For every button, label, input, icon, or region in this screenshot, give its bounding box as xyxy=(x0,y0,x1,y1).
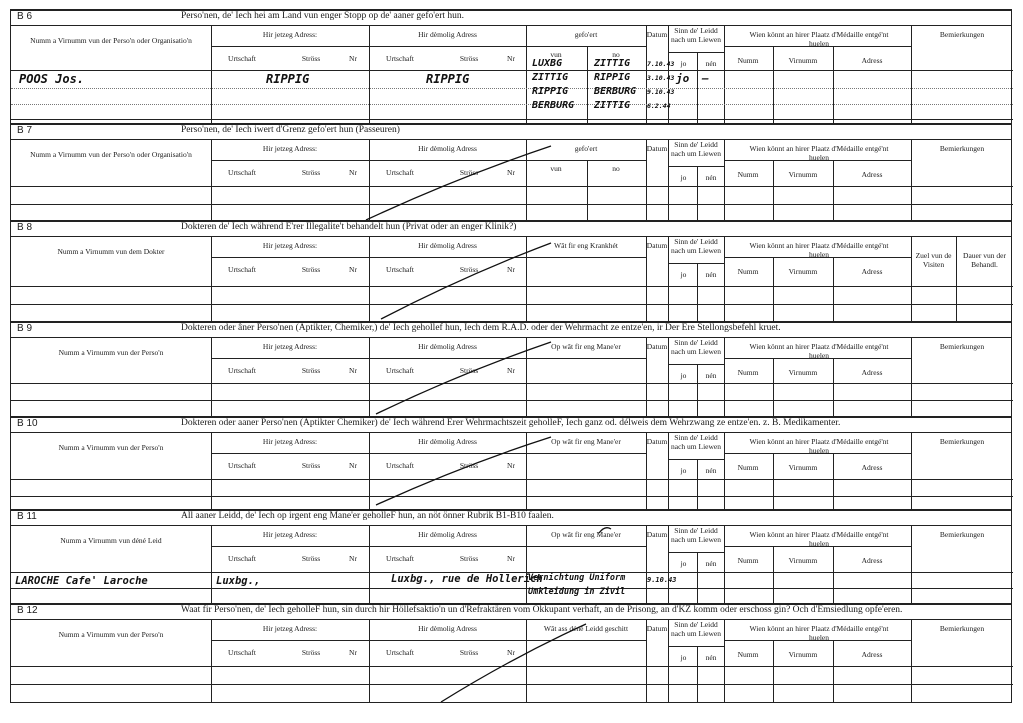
section-grid xyxy=(11,433,1011,509)
recipient-address-header: Adress xyxy=(861,556,883,565)
section-code: B 8 xyxy=(17,222,33,233)
handwritten-date: 9.10.43 xyxy=(647,88,675,96)
section-b11 xyxy=(10,509,1012,603)
handwritten-current-address: Luxbg., xyxy=(216,575,261,587)
row-dotted-rule xyxy=(11,104,1013,105)
recipient-firstname-header: Virnumm xyxy=(788,463,818,472)
street-header: Ströss xyxy=(459,168,479,177)
former-address-header: Hir dèmolig Adress xyxy=(418,437,477,446)
row-rule xyxy=(211,546,646,547)
pen-stroke xyxy=(441,624,586,702)
former-address-header: Hir dèmolig Adress xyxy=(418,241,477,250)
section-title: Perso'nen, de' Iech iwert d'Grenz gefo'ert hun (Passeuren) xyxy=(181,125,400,135)
row-rule xyxy=(668,459,724,460)
section-title: All aaner Leidd, de' Iech op irgent eng Mane'er geholleF hun, an nöt önner Rubrik B1-B10 faalen. xyxy=(181,511,554,521)
section-title-bar xyxy=(11,416,1011,433)
pen-stroke xyxy=(376,437,551,505)
locality-header: Urtschaft xyxy=(228,265,256,274)
recipient-address-header: Adress xyxy=(861,463,883,472)
section-b7 xyxy=(10,123,1012,220)
column-rule xyxy=(587,160,588,220)
column-rule xyxy=(526,620,527,702)
from-header: vun xyxy=(550,164,562,173)
handwritten-yes: jo xyxy=(676,72,690,85)
street-header: Ströss xyxy=(459,648,479,657)
recipient-address-header: Adress xyxy=(861,170,883,179)
name-column-header: Numm a Virnumm vun der Perso'n xyxy=(58,348,164,357)
handwritten-to: ZITTIG xyxy=(594,58,631,69)
column-rule xyxy=(526,237,527,321)
recipient-address-header: Adress xyxy=(861,267,883,276)
locality-header: Urtschaft xyxy=(228,54,256,63)
recipient-address-header: Adress xyxy=(861,650,883,659)
locality-header: Urtschaft xyxy=(386,366,414,375)
column-rule xyxy=(724,338,725,416)
recipient-name-header: Numm xyxy=(737,650,759,659)
handwritten-name: POOS Jos. xyxy=(19,72,85,86)
handwritten-former-address: RIPPIG xyxy=(426,72,470,86)
recipient-firstname-header: Virnumm xyxy=(788,267,818,276)
number-header: Nr xyxy=(507,554,515,563)
street-header: Ströss xyxy=(459,265,479,274)
to-header: no xyxy=(612,164,620,173)
section-grid xyxy=(11,237,1011,321)
alive-header: Sinn de' Leidd nach um Liewen xyxy=(671,620,721,638)
remarks-header: Bemierkungen xyxy=(939,342,985,351)
row-rule xyxy=(211,46,646,47)
medal-recipient-header: Wien könnt an hirer Plaatz d'Médaille entgé'nt huelen xyxy=(749,437,889,455)
column-rule xyxy=(526,338,527,416)
page-bottom-rule xyxy=(10,702,1012,703)
alive-header: Sinn de' Leidd nach um Liewen xyxy=(671,526,721,544)
no-header: nén xyxy=(705,559,717,568)
name-column-header: Numm a Virnumm vun déné Leid xyxy=(60,536,162,545)
section-title-bar xyxy=(11,509,1011,526)
remarks-header: Bemierkungen xyxy=(939,144,985,153)
number-header: Nr xyxy=(507,265,515,274)
medal-recipient-header: Wien könnt an hirer Plaatz d'Médaille entgé'nt huelen xyxy=(749,241,889,259)
name-column-header: Numm a Virnumm vun dem Dokter xyxy=(57,247,165,256)
handwritten-from: LUXBG xyxy=(532,58,563,69)
column-rule xyxy=(773,160,774,220)
alive-header: Sinn de' Leidd nach um Liewen xyxy=(671,433,721,451)
number-header: Nr xyxy=(349,366,357,375)
section-b8 xyxy=(10,220,1012,321)
former-address-header: Hir dèmolig Adress xyxy=(418,144,477,153)
current-address-header: Hir jetzeg Adress: xyxy=(262,624,318,633)
third-column-header: Wât ass déné Leidd geschitt xyxy=(543,624,629,633)
section-title: Dokteren oder âner Perso'nen (Aptikter, Chemiker,) de' Iech gehollef hun, Iech dem R.A.D. oder der Wehrmacht ze entze'en, ir Der Ere Stellongsbefehl kruet. xyxy=(181,323,781,333)
remarks-header: Bemierkungen xyxy=(939,30,985,39)
number-header: Nr xyxy=(507,168,515,177)
column-rule xyxy=(526,433,527,509)
recipient-name-header: Numm xyxy=(737,556,759,565)
third-column-header: gefo'ert xyxy=(574,30,598,39)
name-column-header: Numm a Virnumm vun der Perso'n xyxy=(58,630,164,639)
alive-header: Sinn de' Leidd nach um Liewen xyxy=(671,338,721,356)
column-rule xyxy=(833,358,834,416)
column-rule xyxy=(526,140,527,220)
locality-header: Urtschaft xyxy=(386,461,414,470)
number-header: Nr xyxy=(349,554,357,563)
handwritten-current-address: RIPPIG xyxy=(266,72,310,86)
column-rule xyxy=(724,140,725,220)
handwritten-to: BERBURG xyxy=(594,86,637,97)
number-header: Nr xyxy=(507,648,515,657)
recipient-name-header: Numm xyxy=(737,368,759,377)
recipient-firstname-header: Virnumm xyxy=(788,650,818,659)
row-rule xyxy=(668,646,724,647)
no-header: nén xyxy=(705,466,717,475)
row-rule xyxy=(211,160,646,161)
column-rule xyxy=(526,526,527,603)
yes-header: jo xyxy=(680,559,687,568)
remarks-header: Bemierkungen xyxy=(939,530,985,539)
no-header: nén xyxy=(705,173,717,182)
handwritten-what: Vernichtung Uniform xyxy=(528,573,626,583)
locality-header: Urtschaft xyxy=(228,461,256,470)
date-header: Datum xyxy=(646,437,668,446)
no-header: nén xyxy=(705,270,717,279)
column-rule xyxy=(773,546,774,603)
locality-header: Urtschaft xyxy=(228,554,256,563)
locality-header: Urtschaft xyxy=(228,168,256,177)
street-header: Ströss xyxy=(459,366,479,375)
section-title-bar xyxy=(11,220,1011,237)
medal-recipient-header: Wien könnt an hirer Plaatz d'Médaille entgé'nt huelen xyxy=(749,30,889,48)
visits-header: Zuel vun de Visiten xyxy=(915,251,952,269)
column-rule xyxy=(369,26,370,123)
remarks-header: Bemierkungen xyxy=(939,437,985,446)
street-header: Ströss xyxy=(301,461,321,470)
street-header: Ströss xyxy=(459,461,479,470)
row-rule xyxy=(11,684,1013,685)
column-rule xyxy=(911,237,912,321)
row-rule xyxy=(11,70,1013,71)
section-title: Dokteren de' Iech während E'rer Illegalite't behandelt hun (Privat oder an enger Klinik?) xyxy=(181,222,517,232)
number-header: Nr xyxy=(507,366,515,375)
number-header: Nr xyxy=(349,648,357,657)
number-header: Nr xyxy=(349,265,357,274)
street-header: Ströss xyxy=(459,54,479,63)
pen-stroke xyxy=(376,342,551,414)
medal-recipient-header: Wien könnt an hirer Plaatz d'Médaille entgé'nt huelen xyxy=(749,144,889,162)
date-header: Datum xyxy=(646,144,668,153)
date-header: Datum xyxy=(646,342,668,351)
third-column-header: Op wât fir eng Mane'er xyxy=(551,437,621,446)
section-code: B 12 xyxy=(17,605,38,616)
row-rule xyxy=(11,588,1013,589)
section-title-bar xyxy=(11,321,1011,338)
street-header: Ströss xyxy=(301,54,321,63)
handwritten-name: LAROCHE Cafe' Laroche xyxy=(15,575,148,587)
row-rule xyxy=(11,666,1013,667)
column-rule xyxy=(587,46,588,123)
date-header: Datum xyxy=(646,530,668,539)
alive-header: Sinn de' Leidd nach um Liewen xyxy=(671,237,721,255)
locality-header: Urtschaft xyxy=(228,366,256,375)
column-rule xyxy=(724,620,725,702)
recipient-firstname-header: Virnumm xyxy=(788,56,818,65)
number-header: Nr xyxy=(349,54,357,63)
locality-header: Urtschaft xyxy=(228,648,256,657)
name-column-header: Numm a Virnumm vun der Perso'n oder Organisatio'n xyxy=(30,150,192,159)
section-grid xyxy=(11,620,1011,702)
section-code: B 11 xyxy=(17,511,37,522)
street-header: Ströss xyxy=(459,554,479,563)
former-address-header: Hir dèmolig Adress xyxy=(418,30,477,39)
locality-header: Urtschaft xyxy=(386,54,414,63)
no-header: nén xyxy=(705,59,717,68)
recipient-firstname-header: Virnumm xyxy=(788,368,818,377)
number-header: Nr xyxy=(507,461,515,470)
row-rule xyxy=(211,640,646,641)
to-header: no xyxy=(612,50,620,59)
row-rule xyxy=(668,552,724,553)
third-column-header: Wât fir eng Krankhét xyxy=(554,241,618,250)
third-column-header: Op wât fir eng Mane'er xyxy=(551,530,621,539)
recipient-name-header: Numm xyxy=(737,170,759,179)
section-code: B 7 xyxy=(17,125,33,136)
yes-header: jo xyxy=(680,653,687,662)
medal-recipient-header: Wien könnt an hirer Plaatz d'Médaille entgé'nt huelen xyxy=(749,530,889,548)
handwritten-from: ZITTIG xyxy=(532,72,569,83)
handwritten-former-address: Luxbg., rue de Hollerich xyxy=(391,573,543,585)
name-column-header: Numm a Virnumm vun der Perso'n oder Organisatio'n xyxy=(30,36,192,45)
remarks-header: Bemierkungen xyxy=(939,624,985,633)
locality-header: Urtschaft xyxy=(386,265,414,274)
row-dotted-rule xyxy=(11,88,1013,89)
handwritten-date: 6.2.44 xyxy=(647,102,671,110)
section-title-bar xyxy=(11,9,1011,26)
third-column-header: Op wât fir eng Mane'er xyxy=(551,342,621,351)
locality-header: Urtschaft xyxy=(386,648,414,657)
handwritten-what: Umkleidung in Zivil xyxy=(528,587,626,597)
recipient-name-header: Numm xyxy=(737,463,759,472)
medal-recipient-header: Wien könnt an hirer Plaatz d'Médaille entgé'nt huelen xyxy=(749,342,889,360)
row-rule xyxy=(668,263,724,264)
section-b12 xyxy=(10,603,1012,702)
alive-header: Sinn de' Leidd nach um Liewen xyxy=(671,140,721,158)
row-rule xyxy=(11,496,1013,497)
recipient-firstname-header: Virnumm xyxy=(788,556,818,565)
current-address-header: Hir jetzeg Adress: xyxy=(262,342,318,351)
former-address-header: Hir dèmolig Adress xyxy=(418,530,477,539)
recipient-address-header: Adress xyxy=(861,56,883,65)
row-rule xyxy=(211,257,646,258)
recipient-address-header: Adress xyxy=(861,368,883,377)
column-rule xyxy=(833,546,834,603)
column-rule xyxy=(833,160,834,220)
row-rule xyxy=(11,400,1013,401)
row-rule xyxy=(668,52,724,53)
handwritten-no: — xyxy=(702,72,709,85)
row-rule xyxy=(11,479,1013,480)
handwritten-date: 9.10.43 xyxy=(647,576,677,584)
handwritten-date: 7.10.43 xyxy=(647,60,675,68)
column-rule xyxy=(773,358,774,416)
column-rule xyxy=(833,453,834,509)
section-b9 xyxy=(10,321,1012,416)
section-b10 xyxy=(10,416,1012,509)
pen-stroke xyxy=(366,146,551,220)
former-address-header: Hir dèmolig Adress xyxy=(418,342,477,351)
recipient-name-header: Numm xyxy=(737,267,759,276)
locality-header: Urtschaft xyxy=(386,554,414,563)
street-header: Ströss xyxy=(301,648,321,657)
column-rule xyxy=(911,26,912,123)
date-header: Datum xyxy=(646,624,668,633)
current-address-header: Hir jetzeg Adress: xyxy=(262,530,318,539)
row-rule xyxy=(11,286,1013,287)
alive-header: Sinn de' Leidd nach um Liewen xyxy=(671,26,721,44)
street-header: Ströss xyxy=(301,168,321,177)
row-rule xyxy=(11,186,1013,187)
section-grid xyxy=(11,526,1011,603)
section-title-bar xyxy=(11,603,1011,620)
section-title: Perso'nen, de' Iech hei am Land vun enger Stopp op de' aaner gefo'ert hun. xyxy=(181,11,465,21)
handwritten-to: ZITTIG xyxy=(594,100,631,111)
recipient-name-header: Numm xyxy=(737,56,759,65)
row-rule xyxy=(668,364,724,365)
yes-header: jo xyxy=(680,270,687,279)
row-rule xyxy=(11,119,1013,120)
column-rule xyxy=(526,26,527,123)
section-code: B 9 xyxy=(17,323,33,334)
yes-header: jo xyxy=(680,371,687,380)
date-header: Datum xyxy=(646,30,668,39)
from-header: vun xyxy=(550,50,562,59)
section-title-bar xyxy=(11,123,1011,140)
yes-header: jo xyxy=(680,466,687,475)
section-b6 xyxy=(10,9,1012,123)
handwritten-to: RIPPIG xyxy=(594,72,631,83)
current-address-header: Hir jetzeg Adress: xyxy=(262,30,318,39)
current-address-header: Hir jetzeg Adress: xyxy=(262,144,318,153)
handwritten-from: RIPPIG xyxy=(532,86,569,97)
section-grid xyxy=(11,338,1011,416)
treatment-duration-header: Dauer vun der Behandl. xyxy=(963,251,1006,269)
handwritten-from: BERBURG xyxy=(532,100,575,111)
yes-header: jo xyxy=(680,59,687,68)
row-rule xyxy=(668,166,724,167)
column-rule xyxy=(773,453,774,509)
date-header: Datum xyxy=(646,241,668,250)
no-header: nén xyxy=(705,653,717,662)
yes-header: jo xyxy=(680,173,687,182)
row-rule xyxy=(211,358,646,359)
medal-form-page xyxy=(10,9,1012,703)
section-code: B 10 xyxy=(17,418,38,429)
locality-header: Urtschaft xyxy=(386,168,414,177)
row-rule xyxy=(211,453,646,454)
current-address-header: Hir jetzeg Adress: xyxy=(262,241,318,250)
section-title: Waat fir Perso'nen, de' Iech geholleF hun, sin durch hir Höllefsaktio'n un d'Refraktären vom Okkupant verhaft, an de Prisong, an d'KZ komm oder erschoss gin? Och d'Emsiedlung opfe'eren. xyxy=(181,605,903,615)
column-rule xyxy=(956,237,957,321)
street-header: Ströss xyxy=(301,366,321,375)
number-header: Nr xyxy=(349,168,357,177)
row-rule xyxy=(11,304,1013,305)
number-header: Nr xyxy=(507,54,515,63)
number-header: Nr xyxy=(349,461,357,470)
handwritten-date: 3.10.43 xyxy=(647,74,675,82)
name-column-header: Numm a Virnumm vun der Perso'n xyxy=(58,443,164,452)
column-rule xyxy=(211,26,212,123)
section-grid xyxy=(11,140,1011,220)
section-code: B 6 xyxy=(17,11,33,22)
no-header: nén xyxy=(705,371,717,380)
column-rule xyxy=(724,237,725,321)
section-title: Dokteren oder aaner Perso'nen (Aptikter Chemiker) de' Iech während Erer Wehrmachtszeit geholleF, Iech ganz od. délweis dem Wehrzwang ze entze'en. z. B. Medikamenter. xyxy=(181,418,841,428)
recipient-firstname-header: Virnumm xyxy=(788,170,818,179)
street-header: Ströss xyxy=(301,265,321,274)
column-rule xyxy=(724,26,725,123)
section-grid xyxy=(11,26,1011,123)
former-address-header: Hir dèmolig Adress xyxy=(418,624,477,633)
current-address-header: Hir jetzeg Adress: xyxy=(262,437,318,446)
street-header: Ströss xyxy=(301,554,321,563)
row-rule xyxy=(11,383,1013,384)
medal-recipient-header: Wien könnt an hirer Plaatz d'Médaille entgé'nt huelen xyxy=(749,624,889,642)
row-rule xyxy=(11,204,1013,205)
third-column-header: gefo'ert xyxy=(574,144,598,153)
